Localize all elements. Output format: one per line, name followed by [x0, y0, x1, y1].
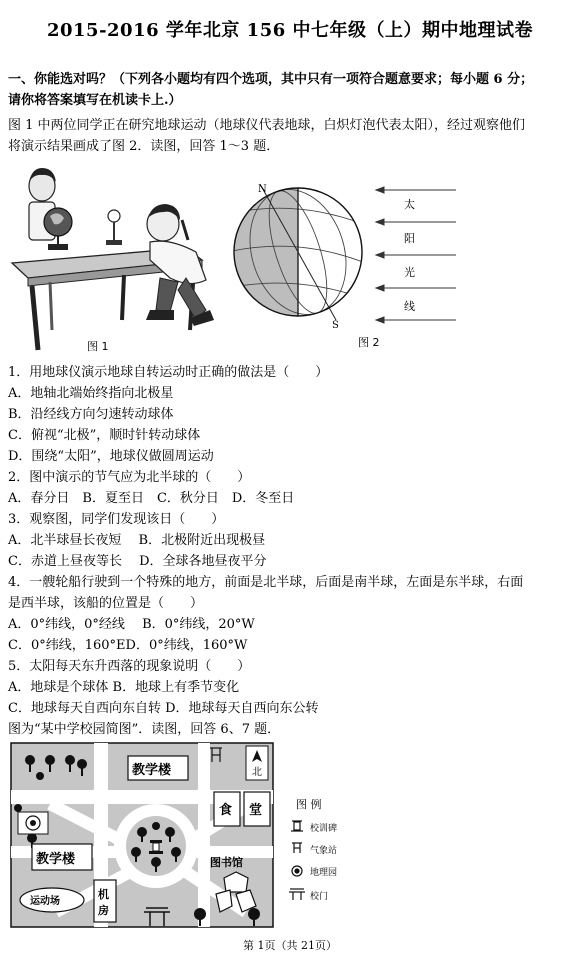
legend-item-label: 气象站 — [310, 846, 338, 856]
south-pole-label: S — [332, 320, 339, 331]
figure-1-students-globe — [10, 160, 220, 360]
server-room-label-1: 机 — [98, 888, 109, 901]
question-line: 3．观察图，同学们发现该日（ ） — [8, 512, 225, 527]
canteen-label-2: 堂 — [249, 803, 263, 818]
legend-title: 图 例 — [296, 798, 322, 811]
intro-line-1: 图 1 中两位同学正在研究地球运动（地球仪代表地球，白炽灯泡代表太阳），经过观察他们 — [8, 118, 526, 133]
question-line: 5．太阳每天东升西落的现象说明（ ） — [8, 659, 251, 674]
question-line: 1．用地球仪演示地球自转运动时正确的做法是（ ） — [8, 365, 329, 380]
question-line: B．沿经线方向匀速转动球体 — [8, 407, 174, 422]
library-label: 图书馆 — [210, 856, 243, 869]
intro-line-2: 将演示结果画成了图 2．读图，回答 1～3 题． — [8, 139, 280, 154]
section-heading-line-1: 一、你能选对吗？（下列各小题均有四个选项，其中只有一项符合题意要求；每小题 6 分； — [8, 72, 534, 87]
legend-item-label: 地理园 — [310, 868, 338, 878]
question-line: 图为“某中学校园简图”．读图，回答 6、7 题． — [8, 722, 281, 737]
legend-item-label: 校训碑 — [310, 824, 338, 834]
legend-weather-station-icon — [292, 843, 302, 853]
question-line: A．北半球昼长夜短 B．北极附近出现极昼 — [8, 533, 266, 548]
figure-1-caption: 图 1 — [87, 340, 109, 353]
legend-school-gate-icon — [289, 889, 305, 900]
sunlight-char-3: 光 — [404, 266, 415, 279]
legend-motto-monument-icon — [291, 821, 303, 831]
sunlight-char-2: 阳 — [404, 232, 415, 245]
north-pole-label: N — [258, 184, 267, 195]
teaching-building-top-label: 教学楼 — [132, 763, 172, 778]
north-label: 北 — [252, 767, 262, 778]
legend-geography-garden-icon — [292, 866, 302, 876]
campus-map — [10, 742, 572, 930]
section-heading-line-2: 请你将答案填写在机读卡上.） — [8, 93, 182, 108]
playground-label: 运动场 — [30, 896, 60, 907]
legend-item-label: 校门 — [310, 892, 329, 902]
question-line: A．0°纬线，0°经线 B．0°纬线，20°W — [8, 617, 255, 632]
server-room-label-2: 房 — [98, 904, 109, 917]
sunlight-char-1: 太 — [404, 198, 415, 211]
question-line: C．0°纬线，160°ED．0°纬线，160°W — [8, 638, 248, 653]
question-line: A．春分日 B．夏至日 C．秋分日 D．冬至日 — [8, 491, 295, 506]
question-line: C．赤道上昼夜等长 D．全球各地昼夜平分 — [8, 554, 267, 569]
question-line: 是西半球，该船的位置是（ ） — [8, 596, 204, 611]
question-line: A．地轴北端始终指向北极星 — [8, 386, 174, 401]
figure-2-earth-sunlight — [228, 180, 568, 350]
teaching-building-left-label: 教学楼 — [36, 852, 76, 867]
page-title: 2015-2016 学年北京 156 中七年级（上）期中地理试卷 — [46, 20, 534, 41]
question-line: D．围绕“太阳”，地球仪做圆周运动 — [8, 449, 214, 464]
sunlight-char-4: 线 — [404, 300, 415, 313]
canteen-label-1: 食 — [219, 803, 233, 818]
figure-2-caption: 图 2 — [358, 336, 380, 349]
question-line: C．地球每天自西向东自转 D．地球每天自西向东公转 — [8, 701, 319, 716]
question-line: 4．一艘轮船行驶到一个特殊的地方，前面是北半球，后面是南半球，左面是东半球，右面 — [8, 575, 524, 590]
question-line: 2．图中演示的节气应为北半球的（ ） — [8, 470, 251, 485]
question-line: C．俯视“北极”，顺时针转动球体 — [8, 428, 201, 443]
page-footer: 第 1页（共 21页） — [243, 939, 337, 952]
question-line: A．地球是个球体 B．地球上有季节变化 — [8, 680, 240, 695]
